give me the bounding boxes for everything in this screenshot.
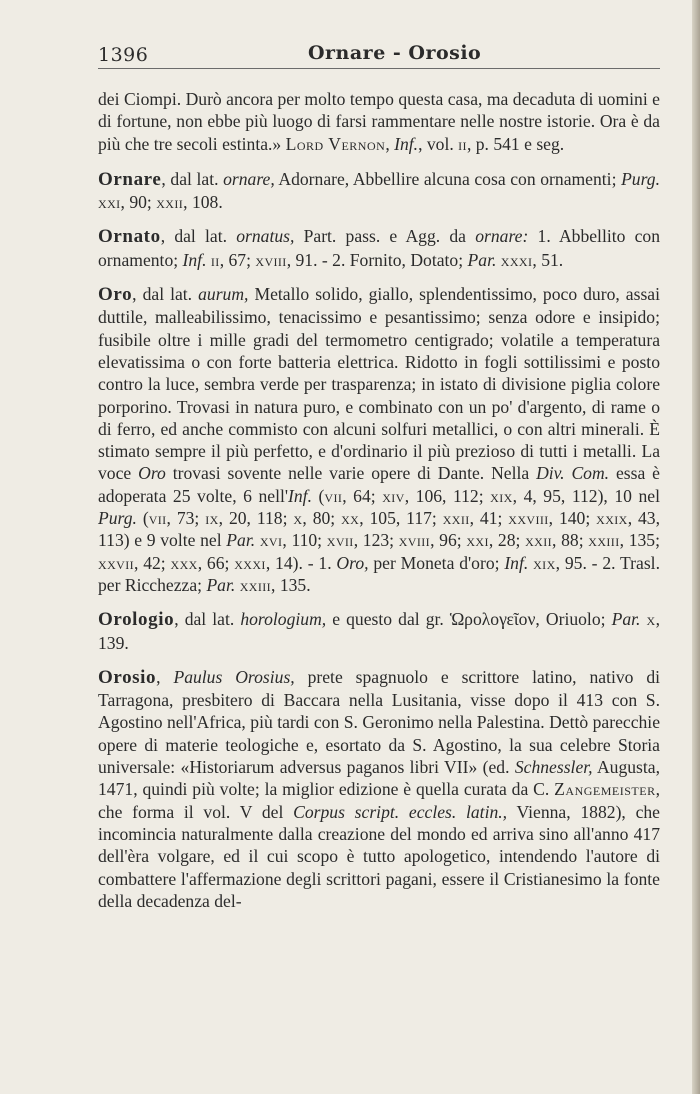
- dictionary-text: [98, 88, 660, 924]
- entry-ornare: Ornare, dal lat. ornare, Adornare, Abbellire alcuna cosa con ornamenti; Purg. xxi, 90; xxii, 108.: [98, 168, 660, 213]
- entry-orologio: Orologio, dal lat. horologium, e questo dal gr. Ὡρολογεῖον, Oriuolo; Par. x, 139.: [98, 609, 660, 653]
- entry-ornato: Ornato, dal lat. ornatus, Part. pass. e Agg. da ornare: 1. Abbellito con ornamento; Inf. ii, 67; xviii, 91. - 2. Fornito, Dotato; Par. xxxi, 51.: [98, 226, 661, 270]
- entry-orosio: Orosio, Paulus Orosius, prete spagnuolo e scrittore latino, nativo di Tarragona, presbitero di Baccara nella Lusitania, visse dopo il 413 con S. Agostino nell'Africa, più tardi con S. Geronimo nella Palestina. Dettò parecchie opere di materie teologiche e, esortato da S. Agostino, la sua celebre Storia universale: «Historiarum adversus paganos libri VII» (ed. Schnessler, Augusta, 1471, quindi più volte; la miglior edizione è quella curata da C. Zangemeister, che forma il vol. V del Corpus script. eccles. latin., Vienna, 1882), che incomincia naturalmente dalla creazione del mondo ed arriva sino all'anno 417 dell'èra volgare, ed il cui scopo è tutto apologetico, intendendo l'autore di combattere l'affermazione degli scrittori pagani, essere il Cristianesimo la fonte della decadenza del-: [98, 666, 661, 911]
- page-number: 1396: [98, 44, 149, 66]
- greek-word: Ὡρολογεῖον: [449, 609, 536, 630]
- headword: Ornato: [98, 226, 161, 248]
- page-header: [98, 38, 660, 68]
- author-name: Lord Vernon: [285, 133, 386, 154]
- running-title: Ornare - Orosio: [308, 42, 482, 64]
- header-rule: [98, 68, 660, 69]
- editor-name: Zangemeister: [554, 779, 656, 800]
- headword: Orosio: [98, 666, 157, 688]
- headword: Oro: [98, 284, 133, 306]
- headword: Orologio: [98, 609, 175, 631]
- entry-oro: Oro, dal lat. aurum, Metallo solido, giallo, splendentissimo, poco duro, assai duttile, malleabilissimo, tenacissimo e pesantissimo; senza odore e insipido; fusibile oltre i mille gradi del termometro centigrado; volatile a temperatura elevatissima o con forte batteria elettrica. Ridotto in fogli sottilissimi e posto contro la luce, sembra verde per trasparenza; in istato di divisione piglia colore porporino. Trovasi in natura puro, e combinato con un po' d'argento, di rame o di ferro, ed anche commisto con alcuni solfuri metallici, o con altri minerali. È stimato sempre il più perfetto, e d'ordinario il più prezioso di tutti i metalli. La voce Oro trovasi sovente nelle varie opere di Dante. Nella Div. Com. essa è adoperata 25 volte, 6 nell'Inf. (vii, 64; xiv, 106, 112; xix, 4, 95, 112), 10 nel Purg. (vii, 73; ix, 20, 118; x, 80; xx, 105, 117; xxii, 41; xxviii, 140; xxix, 43, 113) e 9 volte nel Par. xvi, 110; xvii, 123; xviii, 96; xxi, 28; xxii, 88; xxiii, 135; xxvii, 42; xxx, 66; xxxi, 14). - 1. Oro, per Moneta d'oro; Inf. xix, 95. - 2. Trasl. per Ricchezza; Par. xxiii, 135.: [98, 284, 661, 595]
- page-edge: [692, 0, 700, 1094]
- headword: Ornare: [98, 168, 162, 190]
- entry-continuation: dei Ciompi. Durò ancora per molto tempo questa casa, ma decaduta di uomini e di fortune, non ebbe più luogo di farsi rammentare nelle nostre istorie. Ora è da più che tre secoli estinta.» Lord Vernon, Inf., vol. ii, p. 541 e seg.: [98, 89, 660, 154]
